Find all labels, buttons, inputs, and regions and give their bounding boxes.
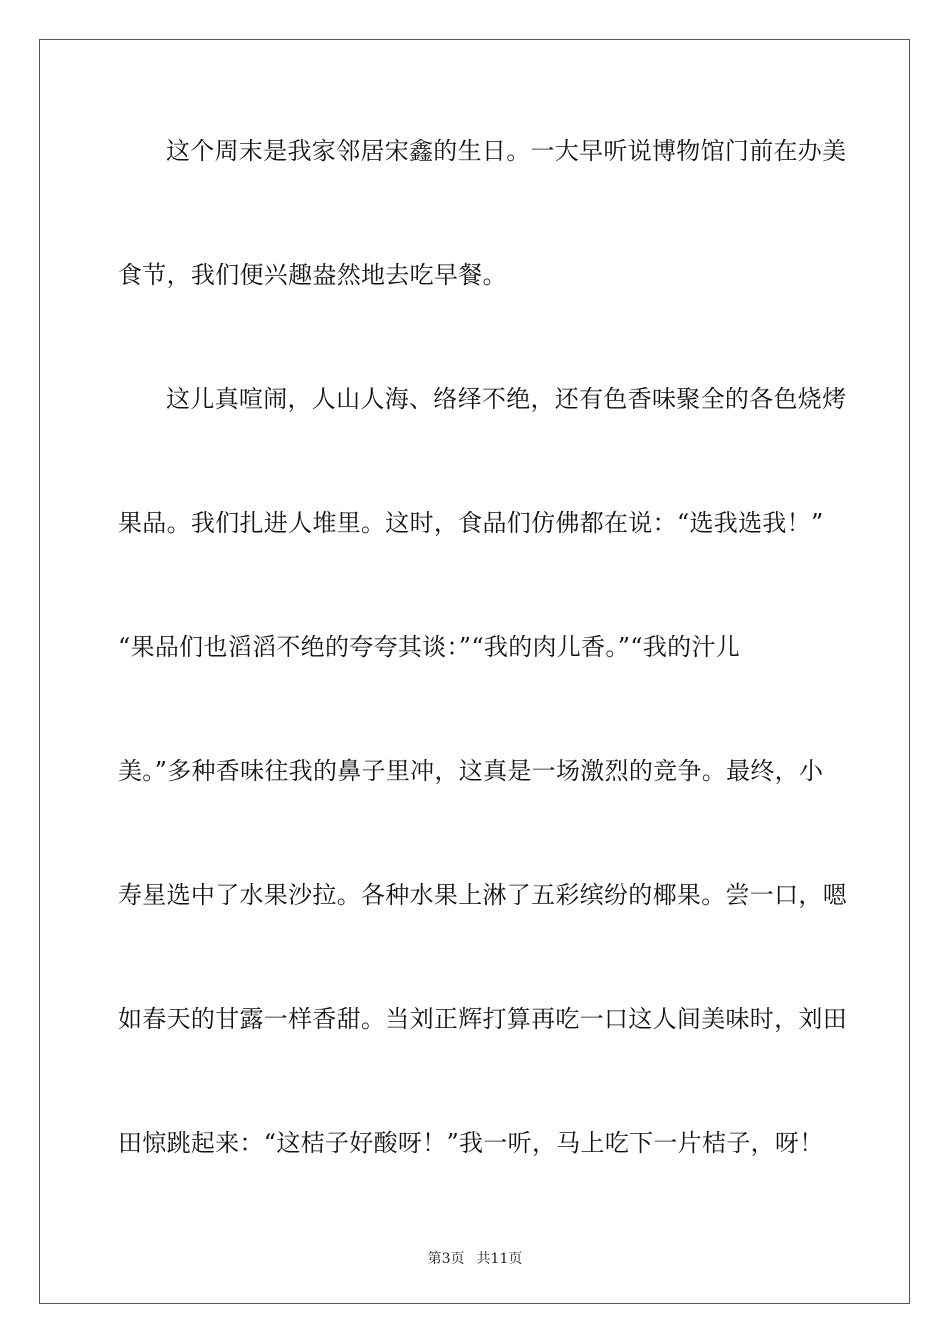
paragraph-2-line-4: 美。”多种香味往我的鼻子里冲，这真是一场激烈的竞争。最终，小	[118, 757, 824, 785]
paragraph-2-line-2: 果品。我们扎进人堆里。这时，食品们仿佛都在说：“选我选我！”	[118, 509, 824, 537]
paragraph-2-line-3: “果品们也滔滔不绝的夸夸其谈：”“我的肉儿香。”“我的汁儿	[118, 633, 741, 661]
page-footer	[0, 1248, 950, 1268]
paragraph-1-line-2: 食节，我们便兴趣盎然地去吃早餐。	[118, 261, 507, 289]
paragraph-2-line-6: 如春天的甘露一样香甜。当刘正辉打算再吃一口这人间美味时，刘田	[118, 1005, 847, 1033]
page-border	[39, 39, 910, 1304]
paragraph-2-line-7: 田惊跳起来：“这桔子好酸呀！”我一听，马上吃下一片桔子，呀！	[118, 1129, 824, 1157]
paragraph-1-line-1: 这个周末是我家邻居宋鑫的生日。一大早听说博物馆门前在办美	[166, 137, 847, 165]
paragraph-2-line-1: 这儿真喧闹，人山人海、络绎不绝，还有色香味聚全的各色烧烤	[166, 385, 847, 413]
paragraph-2-line-5: 寿星选中了水果沙拉。各种水果上淋了五彩缤纷的椰果。尝一口，嗯	[118, 881, 847, 909]
page-number: 第3页	[427, 1251, 465, 1267]
total-pages: 共11页	[476, 1251, 523, 1267]
